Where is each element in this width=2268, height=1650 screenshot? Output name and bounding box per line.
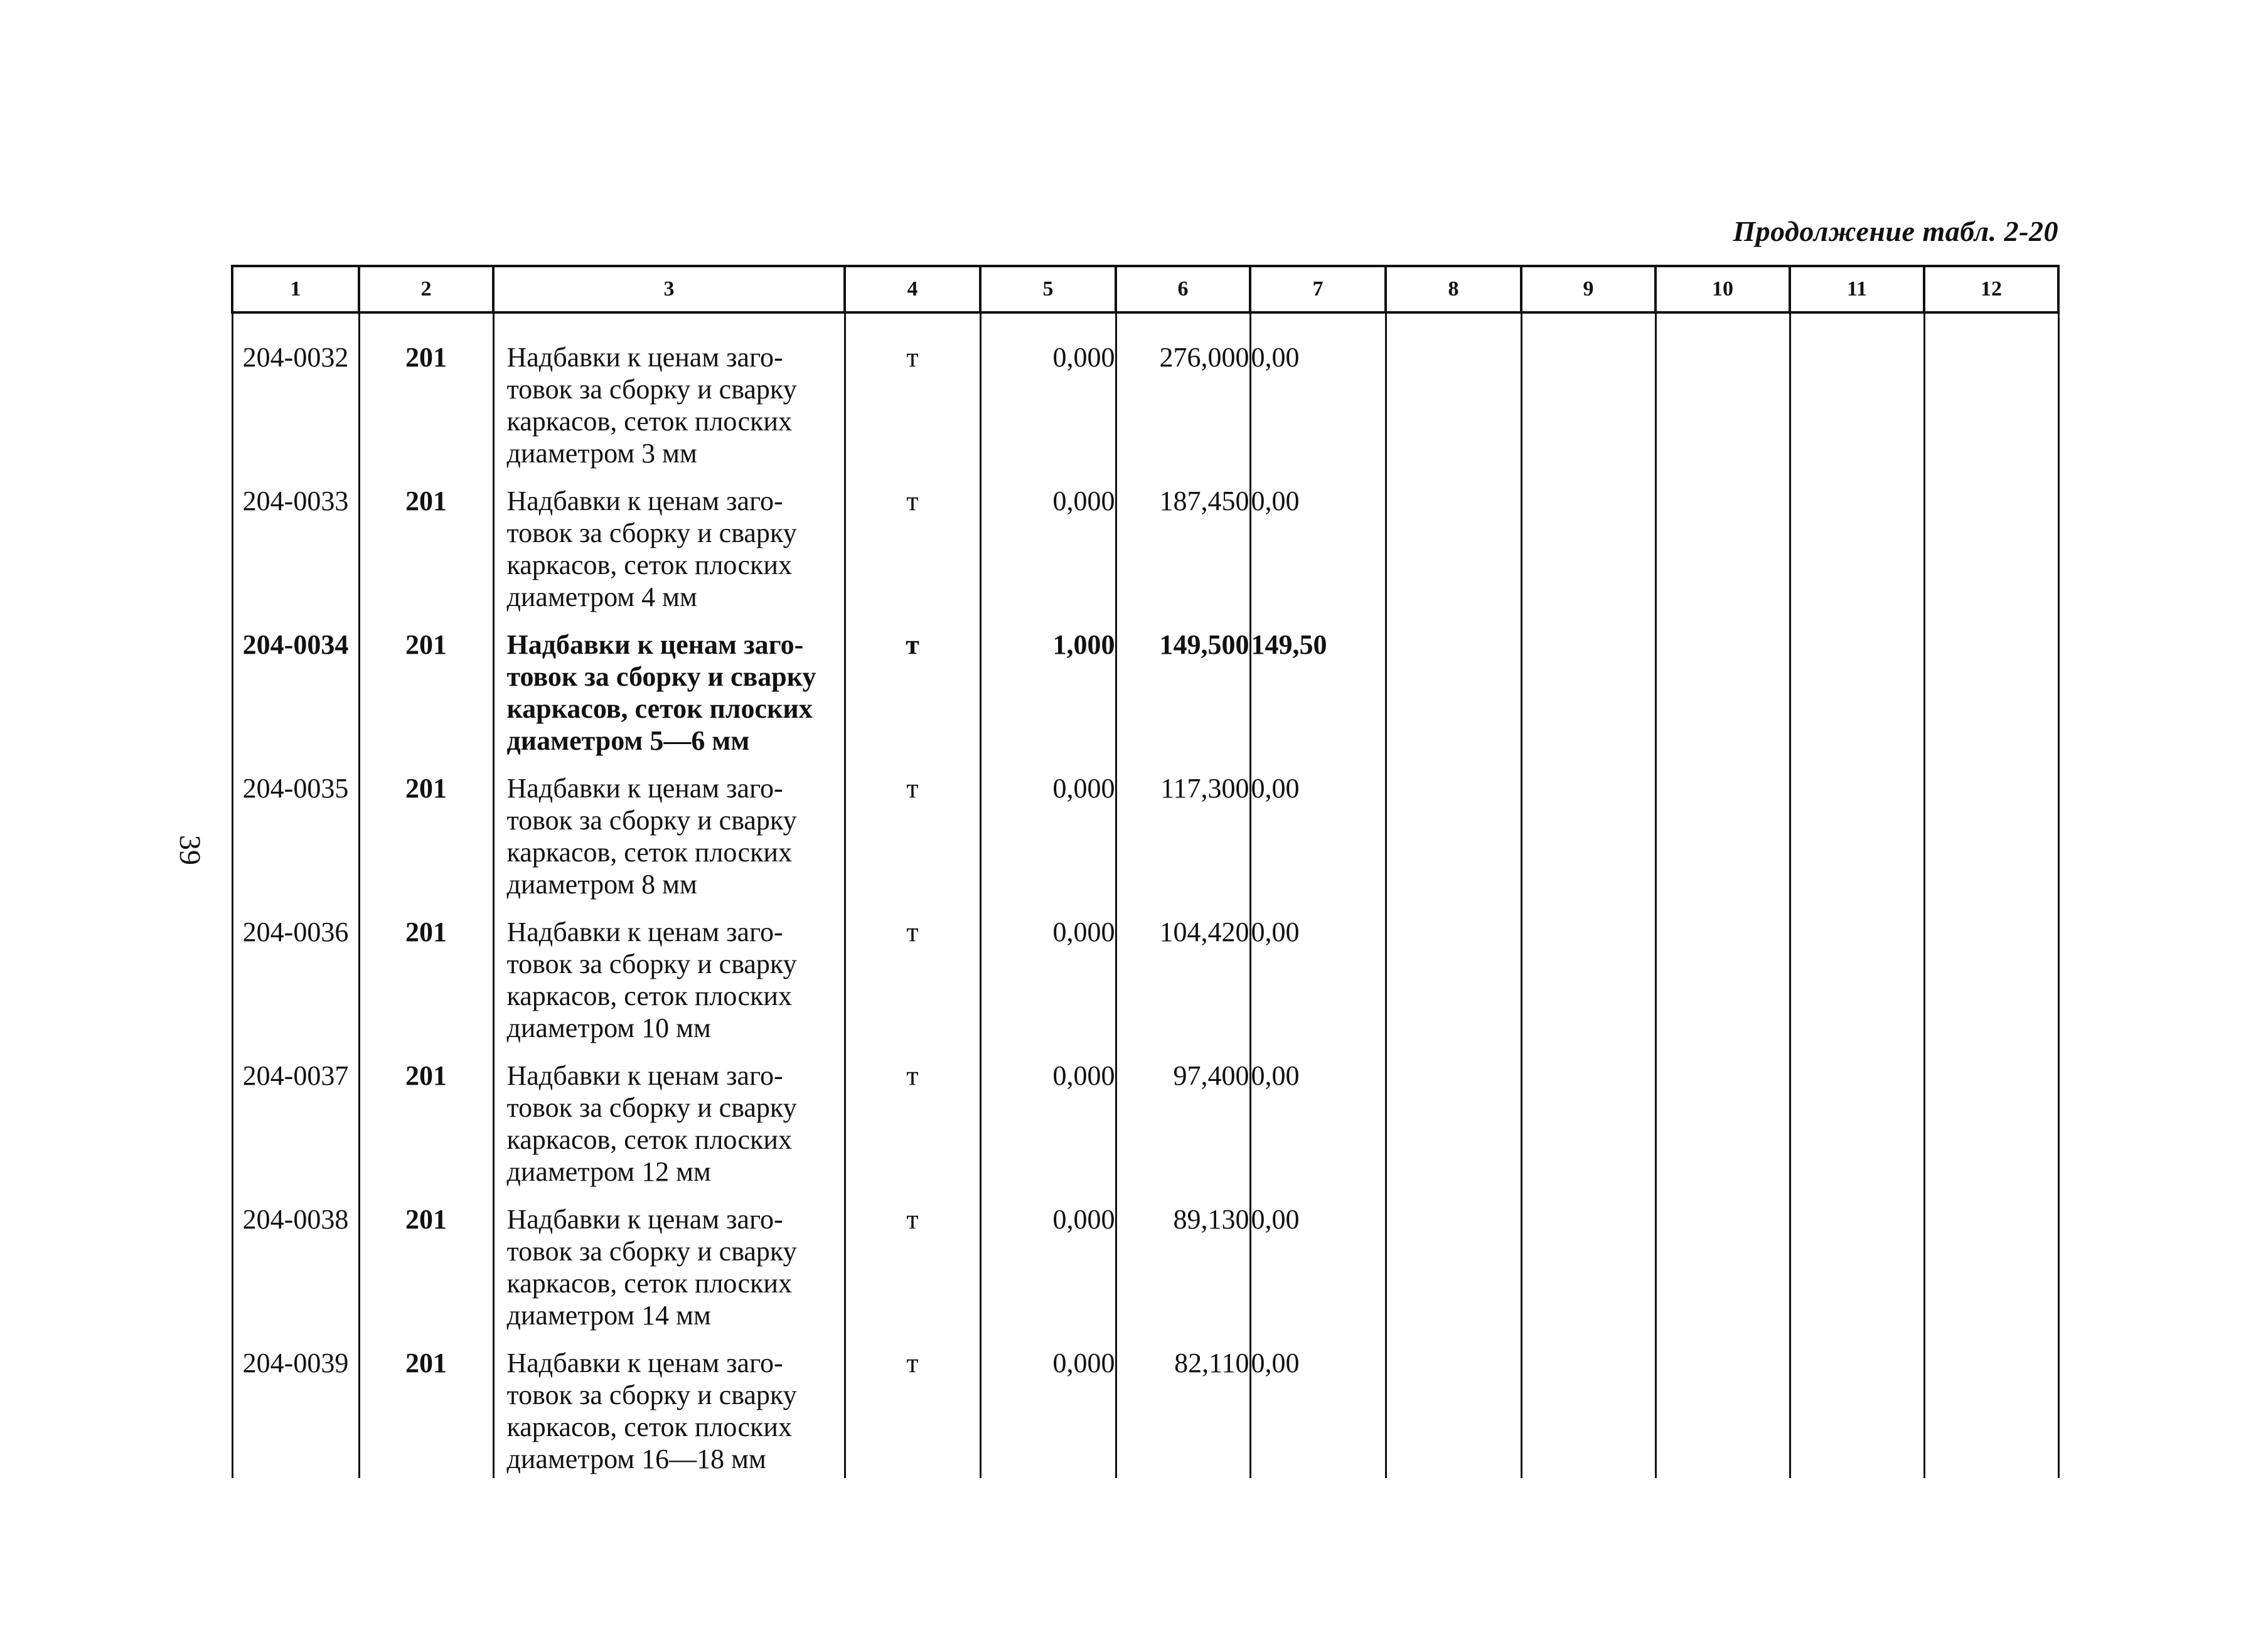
table-row — [232, 760, 2058, 903]
resource-name-line: Надбавки к ценам заго- — [506, 1060, 783, 1091]
page-number: 39 — [173, 835, 206, 865]
resource-name-line: Надбавки к ценам заго- — [506, 773, 783, 804]
unit — [845, 616, 980, 760]
group-code — [359, 1334, 493, 1478]
empty-cell-8 — [1386, 1334, 1521, 1478]
column-number-row — [232, 266, 2058, 312]
total-cost-text: 0,00 — [1251, 1060, 1300, 1091]
total-cost-text: 0,00 — [1251, 1348, 1300, 1378]
resource-name-line: товок за сборку и сварку — [506, 805, 797, 836]
resource-name — [493, 1191, 845, 1334]
quantity — [980, 472, 1116, 616]
unit-text: т — [906, 917, 919, 947]
resource-code-text: 204-0034 — [242, 629, 349, 660]
group-code-text: 201 — [405, 486, 447, 516]
price-table — [231, 265, 2060, 1478]
total-cost-text: 0,00 — [1251, 773, 1300, 804]
unit-price-text: 149,500 — [1159, 629, 1249, 660]
group-code — [359, 1047, 493, 1191]
quantity-text: 0,000 — [1052, 342, 1115, 373]
group-code-text: 201 — [405, 773, 447, 804]
empty-cell-8 — [1386, 312, 1521, 472]
empty-cell-9 — [1521, 472, 1656, 616]
unit — [845, 312, 980, 472]
empty-cell-11 — [1790, 1191, 1924, 1334]
empty-cell-11 — [1790, 472, 1924, 616]
empty-cell-8 — [1386, 616, 1521, 760]
total-cost-text: 0,00 — [1251, 486, 1300, 516]
quantity — [980, 1334, 1116, 1478]
empty-cell-10 — [1656, 616, 1790, 760]
unit-price-text: 187,450 — [1159, 486, 1249, 516]
table-row — [232, 1191, 2058, 1334]
column-header: 1 — [232, 266, 359, 312]
unit-price-text: 117,300 — [1160, 773, 1249, 804]
unit-price-text: 82,110 — [1174, 1348, 1249, 1378]
column-header: 8 — [1386, 266, 1521, 312]
empty-cell-10 — [1656, 1047, 1790, 1191]
resource-name-line: каркасов, сеток плоских — [506, 981, 792, 1011]
unit-price-text: 89,130 — [1173, 1204, 1249, 1235]
resource-name-line: Надбавки к ценам заго- — [506, 486, 783, 516]
resource-code-text: 204-0037 — [242, 1060, 349, 1091]
resource-name-line: диаметром 14 мм — [506, 1300, 711, 1331]
empty-cell-11 — [1790, 903, 1924, 1047]
quantity-text: 0,000 — [1052, 1348, 1115, 1378]
unit-price — [1116, 472, 1250, 616]
total-cost — [1250, 1047, 1386, 1191]
empty-cell-10 — [1656, 903, 1790, 1047]
resource-code — [232, 760, 359, 903]
empty-cell-8 — [1386, 760, 1521, 903]
unit — [845, 903, 980, 1047]
empty-cell-9 — [1521, 1047, 1656, 1191]
resource-name — [493, 472, 845, 616]
table-row — [232, 312, 2058, 472]
resource-name-line: диаметром 12 мм — [506, 1156, 711, 1187]
unit-price — [1116, 1334, 1250, 1478]
table-row — [232, 1334, 2058, 1478]
unit-price — [1116, 312, 1250, 472]
quantity-text: 0,000 — [1052, 486, 1115, 516]
resource-code-text: 204-0036 — [242, 917, 349, 947]
group-code-text: 201 — [405, 342, 447, 373]
total-cost — [1250, 472, 1386, 616]
table-row — [232, 903, 2058, 1047]
resource-name-line: товок за сборку и сварку — [506, 1380, 797, 1410]
unit-price-text: 276,000 — [1159, 342, 1249, 373]
resource-name-line: каркасов, сеток плоских — [506, 837, 792, 868]
resource-name-line: диаметром 8 мм — [506, 869, 697, 900]
unit-text: т — [906, 1060, 919, 1091]
resource-name-line: Надбавки к ценам заго- — [506, 342, 783, 373]
resource-code — [232, 903, 359, 1047]
empty-cell-8 — [1386, 472, 1521, 616]
resource-name-line: диаметром 16—18 мм — [506, 1444, 766, 1474]
empty-cell-8 — [1386, 1047, 1521, 1191]
resource-name-line: диаметром 5—6 мм — [506, 725, 750, 756]
resource-name-line: диаметром 10 мм — [506, 1013, 711, 1043]
quantity-text: 1,000 — [1052, 629, 1115, 660]
group-code-text: 201 — [405, 629, 447, 660]
resource-name — [493, 760, 845, 903]
resource-name — [493, 312, 845, 472]
total-cost — [1250, 903, 1386, 1047]
quantity — [980, 760, 1116, 903]
resource-name-line: диаметром 4 мм — [506, 582, 697, 612]
empty-cell-12 — [1924, 1191, 2058, 1334]
empty-cell-11 — [1790, 616, 1924, 760]
resource-code-text: 204-0038 — [242, 1204, 349, 1235]
column-header: 2 — [359, 266, 493, 312]
resource-name-line: каркасов, сеток плоских — [506, 1124, 792, 1155]
empty-cell-12 — [1924, 472, 2058, 616]
table-caption: Продолжение табл. 2-20 — [1733, 215, 2058, 247]
table-body — [232, 312, 2058, 1478]
unit-text: т — [906, 1204, 919, 1235]
resource-name-line: товок за сборку и сварку — [506, 1092, 797, 1123]
unit-price — [1116, 616, 1250, 760]
empty-cell-11 — [1790, 1334, 1924, 1478]
unit — [845, 1047, 980, 1191]
resource-name-line: товок за сборку и сварку — [506, 661, 816, 692]
group-code — [359, 903, 493, 1047]
unit-price — [1116, 760, 1250, 903]
empty-cell-11 — [1790, 1047, 1924, 1191]
resource-code-text: 204-0032 — [242, 342, 349, 373]
empty-cell-12 — [1924, 1047, 2058, 1191]
column-header: 9 — [1521, 266, 1656, 312]
resource-name-line: каркасов, сеток плоских — [506, 1268, 792, 1299]
empty-cell-10 — [1656, 1334, 1790, 1478]
empty-cell-12 — [1924, 616, 2058, 760]
resource-code — [232, 312, 359, 472]
resource-code-text: 204-0033 — [242, 486, 349, 516]
resource-name — [493, 616, 845, 760]
resource-name-line: Надбавки к ценам заго- — [506, 917, 783, 947]
resource-name-line: товок за сборку и сварку — [506, 949, 797, 979]
group-code — [359, 760, 493, 903]
total-cost — [1250, 1334, 1386, 1478]
empty-cell-9 — [1521, 1334, 1656, 1478]
resource-name-line: каркасов, сеток плоских — [506, 1412, 792, 1442]
unit-price-text: 97,400 — [1173, 1060, 1249, 1091]
table-row — [232, 1047, 2058, 1191]
empty-cell-8 — [1386, 1191, 1521, 1334]
empty-cell-10 — [1656, 312, 1790, 472]
table-row — [232, 616, 2058, 760]
unit-text: т — [906, 629, 919, 660]
resource-code — [232, 1191, 359, 1334]
unit-text: т — [906, 486, 919, 516]
group-code — [359, 312, 493, 472]
column-header: 3 — [493, 266, 845, 312]
column-header: 6 — [1116, 266, 1250, 312]
total-cost — [1250, 312, 1386, 472]
empty-cell-9 — [1521, 616, 1656, 760]
unit-text: т — [906, 773, 919, 804]
quantity — [980, 903, 1116, 1047]
empty-cell-11 — [1790, 760, 1924, 903]
column-header: 10 — [1656, 266, 1790, 312]
group-code — [359, 472, 493, 616]
quantity-text: 0,000 — [1052, 917, 1115, 947]
resource-name-line: диаметром 3 мм — [506, 438, 697, 469]
empty-cell-9 — [1521, 312, 1656, 472]
resource-code-text: 204-0035 — [242, 773, 349, 804]
total-cost-text: 0,00 — [1251, 917, 1300, 947]
unit-price — [1116, 1047, 1250, 1191]
resource-name — [493, 903, 845, 1047]
empty-cell-10 — [1656, 760, 1790, 903]
resource-code — [232, 616, 359, 760]
quantity-text: 0,000 — [1052, 1060, 1115, 1091]
column-header: 5 — [980, 266, 1116, 312]
empty-cell-9 — [1521, 903, 1656, 1047]
empty-cell-10 — [1656, 1191, 1790, 1334]
unit — [845, 760, 980, 903]
column-header: 11 — [1790, 266, 1924, 312]
empty-cell-12 — [1924, 903, 2058, 1047]
resource-name-line: каркасов, сеток плоских — [506, 693, 813, 724]
empty-cell-11 — [1790, 312, 1924, 472]
empty-cell-9 — [1521, 760, 1656, 903]
quantity-text: 0,000 — [1052, 1204, 1115, 1235]
resource-code — [232, 472, 359, 616]
unit — [845, 1334, 980, 1478]
empty-cell-12 — [1924, 760, 2058, 903]
unit-price-text: 104,420 — [1159, 917, 1249, 947]
quantity — [980, 312, 1116, 472]
empty-cell-9 — [1521, 1191, 1656, 1334]
empty-cell-12 — [1924, 1334, 2058, 1478]
group-code — [359, 1191, 493, 1334]
table-row — [232, 472, 2058, 616]
resource-name-line: товок за сборку и сварку — [506, 374, 797, 405]
quantity — [980, 1047, 1116, 1191]
resource-name-line: каркасов, сеток плоских — [506, 550, 792, 580]
resource-name-line: товок за сборку и сварку — [506, 518, 797, 548]
total-cost-text: 0,00 — [1251, 1204, 1300, 1235]
resource-name — [493, 1334, 845, 1478]
total-cost-text: 149,50 — [1251, 629, 1327, 660]
quantity-text: 0,000 — [1052, 773, 1115, 804]
column-header: 7 — [1250, 266, 1386, 312]
empty-cell-12 — [1924, 312, 2058, 472]
quantity — [980, 616, 1116, 760]
empty-cell-10 — [1656, 472, 1790, 616]
total-cost-text: 0,00 — [1251, 342, 1300, 373]
total-cost — [1250, 760, 1386, 903]
group-code-text: 201 — [405, 1348, 447, 1378]
resource-name-line: Надбавки к ценам заго- — [506, 1348, 783, 1378]
resource-code — [232, 1334, 359, 1478]
total-cost — [1250, 616, 1386, 760]
unit-text: т — [906, 1348, 919, 1378]
unit-price — [1116, 1191, 1250, 1334]
resource-code — [232, 1047, 359, 1191]
resource-name-line: Надбавки к ценам заго- — [506, 1204, 783, 1235]
column-header: 4 — [845, 266, 980, 312]
group-code — [359, 616, 493, 760]
empty-cell-8 — [1386, 903, 1521, 1047]
resource-code-text: 204-0039 — [242, 1348, 349, 1378]
quantity — [980, 1191, 1116, 1334]
unit — [845, 472, 980, 616]
group-code-text: 201 — [405, 917, 447, 947]
resource-name-line: Надбавки к ценам заго- — [506, 629, 804, 660]
resource-name — [493, 1047, 845, 1191]
group-code-text: 201 — [405, 1204, 447, 1235]
resource-name-line: товок за сборку и сварку — [506, 1236, 797, 1267]
resource-name-line: каркасов, сеток плоских — [506, 406, 792, 437]
total-cost — [1250, 1191, 1386, 1334]
unit-text: т — [906, 342, 919, 373]
column-header: 12 — [1924, 266, 2058, 312]
unit-price — [1116, 903, 1250, 1047]
unit — [845, 1191, 980, 1334]
group-code-text: 201 — [405, 1060, 447, 1091]
